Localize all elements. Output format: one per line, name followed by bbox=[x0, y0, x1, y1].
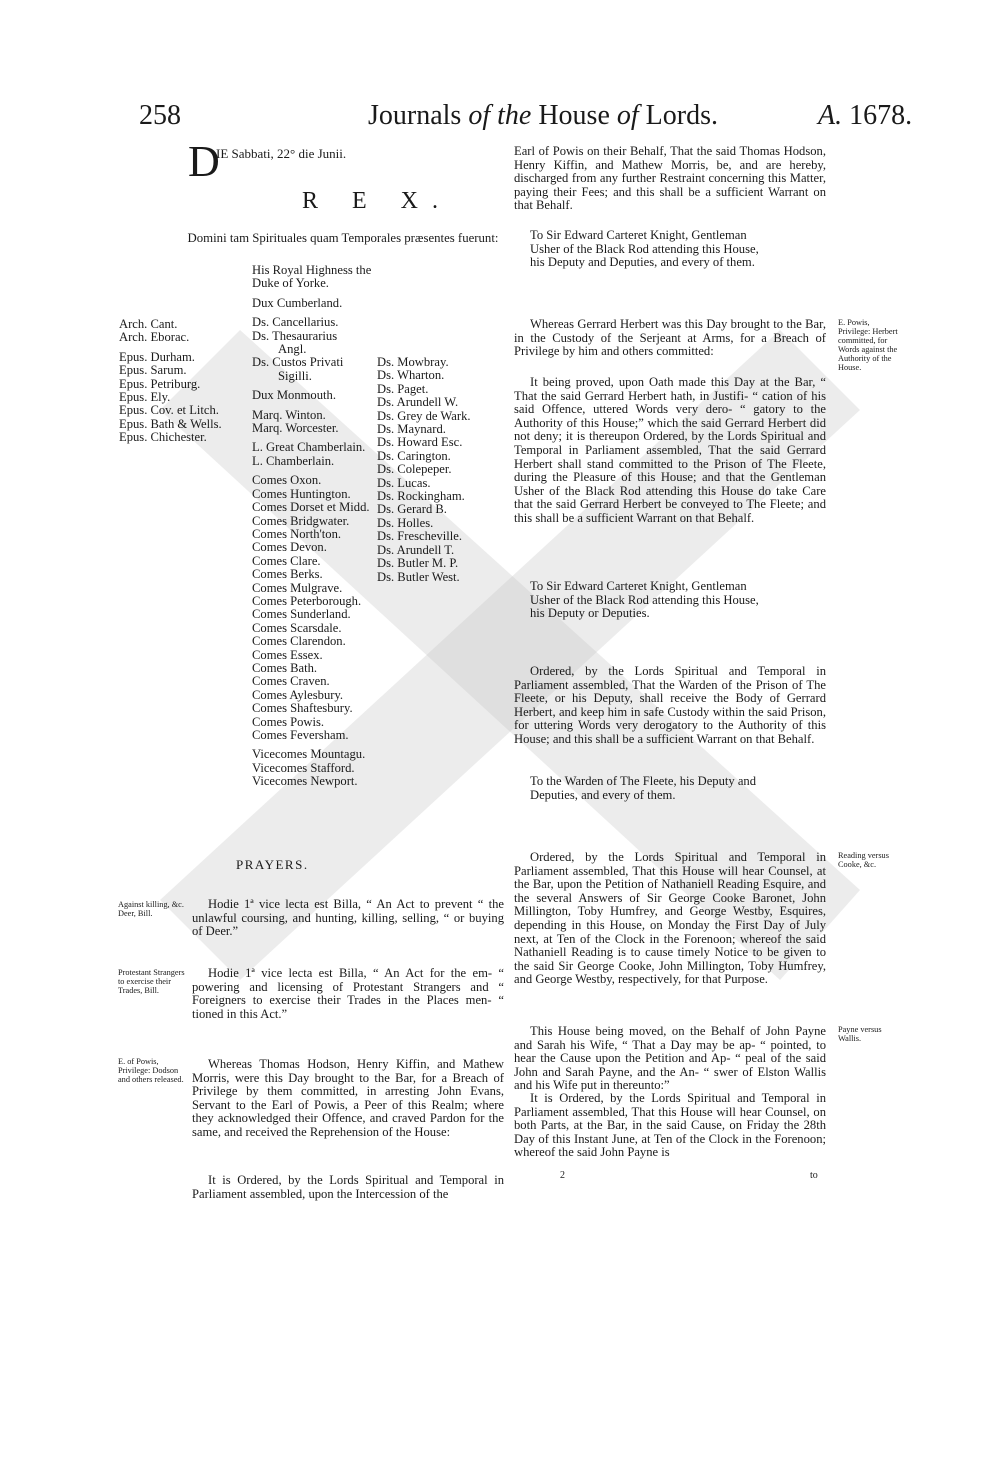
paragraph: Hodie 1ª vice lecta est Billa, “ An Act to prevent “ the unlawful coursing, and hunting, killing, selling, “ or buying of Deer.” bbox=[192, 897, 504, 939]
margin-note: Protestant Strangers to exercise their Trades, Bill. bbox=[118, 968, 185, 995]
address-line: To Sir Edward Carteret Knight, Gentleman Usher of the Black Rod attending this House, his Deputy or Deputies. bbox=[530, 579, 759, 621]
list-item: Marq. Winton. bbox=[252, 407, 326, 422]
list-item: L. Chamberlain. bbox=[252, 453, 335, 468]
paragraph: Ordered, by the Lords Spiritual and Temporal in Parliament assembled, That the Warden of the Prison of The Fleete, or his Deputy, shall receive the Body of Gerrard Herbert, and keep him in safe Custody within the said Prison, for uttering Words very derogatory to the Authority of this House; and this shall be a sufficient Warrant on that Behalf. bbox=[514, 664, 826, 746]
list-item: Comes North'ton. bbox=[252, 526, 342, 541]
paragraph: Hodie 1ª vice lecta est Billa, “ An Act for the em- “ powering and licensing of Protestant Strangers and “ Foreigners to exercise their Trades in the Places men- “ tioned in this Act.” bbox=[192, 966, 504, 1021]
list-item: Ds. Arundell W. bbox=[377, 395, 459, 410]
list-item: Epus. Durham. bbox=[119, 349, 195, 364]
list-item: Ds. Lucas. bbox=[377, 475, 431, 490]
list-item: Ds. Butler M. P. bbox=[377, 556, 459, 571]
list-item: Comes Craven. bbox=[252, 674, 330, 689]
list-item: Comes Peterborough. bbox=[252, 593, 362, 608]
peers-list bbox=[252, 264, 371, 789]
list-item: Sigilli. bbox=[278, 368, 312, 383]
list-item: Ds. Cancellarius. bbox=[252, 315, 339, 330]
list-item: Epus. Petriburg. bbox=[119, 376, 201, 391]
list-item: Comes Clare. bbox=[252, 553, 321, 568]
list-item: Arch. Eborac. bbox=[119, 330, 190, 345]
address-line: To Sir Edward Carteret Knight, Gentleman Usher of the Black Rod attending this House, his Deputy and Deputies, and every of them. bbox=[530, 228, 759, 270]
list-item: Ds. Maynard. bbox=[377, 422, 446, 437]
list-item: Comes Feversham. bbox=[252, 728, 349, 742]
list-item: Vicecomes Stafford. bbox=[252, 760, 355, 775]
list-item: Angl. bbox=[278, 342, 307, 357]
list-item: Epus. Sarum. bbox=[119, 363, 187, 378]
list-item: Vicecomes Newport. bbox=[252, 774, 358, 789]
list-item: Ds. Grey de Wark. bbox=[377, 408, 471, 423]
margin-note: E. Powis, Privilege: Herbert committed, for Words against the Authority of the House. bbox=[838, 318, 898, 372]
list-item: Comes Berks. bbox=[252, 567, 323, 582]
paragraph: It being proved, upon Oath made this Day at the Bar, “ That the said Gerrard Herbert hath, in Justifi- “ cation of his said Offence, uttered Words very dero- “ gatory to the Authority of this House;” which the said Gerrard Herbert did not deny; it is thereupon Ordered, by the Lords Spiritual and Temporal in Parliament assembled, That the said Gerrard Herbert shall stand committed to the Prison of The Fleete, during the Pleasure of this House; and that the Gentleman Usher of the Black Rod attending this House do take Care that the said Gerrard Herbert be conveyed to The Fleete; and this shall be a sufficient Warrant on that Behalf. bbox=[514, 375, 826, 525]
paragraph: Ordered, by the Lords Spiritual and Temporal in Parliament assembled, That this House will hear Counsel, at the Bar, upon the Petition of Nathaniell Reading Esquire, and the several Answers of Sir George Cooke Baronet, John Millington, Toby Humfrey, and George Westby, Esquires, depending in this House, on Monday the First Day of July next, at Ten of the Clock in the Forenoon; whereof the said Nathaniell Reading is to cause timely Notice to be given to the said Sir George Cooke, John Millington, Toby Humfrey, and George Westby, respectively, for that Purpose. bbox=[514, 850, 826, 987]
list-item: Comes Clarendon. bbox=[252, 634, 346, 649]
list-item: Comes Essex. bbox=[252, 647, 323, 662]
paragraph: Whereas Gerrard Herbert was this Day brought to the Bar, in the Custody of the Serjeant at Arms, for a Breach of Privilege by him and others committed: bbox=[514, 317, 826, 359]
list-item: Comes Oxon. bbox=[252, 473, 322, 488]
date-line: IE Sabbati, 22° die Junii. bbox=[216, 146, 347, 161]
list-item: His Royal Highness the bbox=[252, 263, 372, 277]
list-item: Ds. Arundell T. bbox=[377, 542, 455, 557]
list-item: Comes Bath. bbox=[252, 660, 318, 675]
list-item: Ds. Frescheville. bbox=[377, 529, 462, 544]
list-item: Comes Sunderland. bbox=[252, 607, 351, 622]
paragraph: It is Ordered, by the Lords Spiritual and Temporal in Parliament assembled, upon the Intercession of the bbox=[192, 1173, 504, 1201]
running-title: Journals of the House of Lords. bbox=[368, 100, 718, 131]
rex-heading: R E X. bbox=[302, 188, 452, 214]
attendance-intro: Domini tam Spirituales quam Temporales præsentes fuerunt: bbox=[187, 231, 499, 245]
list-item: Comes Shaftesbury. bbox=[252, 701, 353, 716]
bishops-list bbox=[119, 318, 222, 445]
list-item: Ds. Colepeper. bbox=[377, 462, 452, 477]
list-item: Arch. Cant. bbox=[119, 317, 178, 331]
list-item: Epus. Ely. bbox=[119, 390, 171, 405]
paragraph: Whereas Thomas Hodson, Henry Kiffin, and Mathew Morris, were this Day brought to the Bar, for a Breach of Privilege by them committed, in arresting John Evans, Servant to the Earl of Powis, a Peer of this Realm; where they acknowledged their Offence, and craved Pardon for the same, and received the Reprehension of the House: bbox=[192, 1057, 504, 1139]
list-item: Comes Huntington. bbox=[252, 486, 351, 501]
list-item: Ds. Rockingham. bbox=[377, 489, 465, 504]
list-item: Dux Cumberland. bbox=[252, 295, 343, 310]
list-item: Comes Scarsdale. bbox=[252, 620, 342, 635]
list-item: Comes Bridgwater. bbox=[252, 513, 350, 528]
list-item: Ds. Wharton. bbox=[377, 368, 445, 383]
prayers-heading: PRAYERS. bbox=[236, 857, 309, 872]
list-item: Epus. Chichester. bbox=[119, 430, 207, 445]
list-item: Comes Powis. bbox=[252, 714, 325, 729]
address-line: To the Warden of The Fleete, his Deputy and Deputies, and every of them. bbox=[530, 774, 757, 802]
paragraph: This House being moved, on the Behalf of John Payne and Sarah his Wife, “ That a Day may be ap- “ pointed, to hear the Cause upon the Petition and Ap- “ peal of the said John and Sarah Payne, and the An- “ swer of Elston Wallis and his Wife put in thereunto:” bbox=[514, 1024, 826, 1093]
list-item: Comes Mulgrave. bbox=[252, 580, 343, 595]
barons-list bbox=[377, 356, 471, 584]
list-item: Comes Dorset et Midd. bbox=[252, 500, 370, 515]
list-item: Marq. Worcester. bbox=[252, 421, 339, 436]
list-item: L. Great Chamberlain. bbox=[252, 440, 366, 455]
list-item: Duke of Yorke. bbox=[252, 276, 329, 291]
list-item: Ds. Carington. bbox=[377, 448, 451, 463]
margin-note: Reading versus Cooke, &c. bbox=[838, 851, 889, 869]
signature-mark: 2 bbox=[560, 1170, 565, 1181]
page-number: 258 bbox=[139, 100, 181, 131]
catchword: to bbox=[810, 1170, 818, 1181]
list-item: Ds. Holles. bbox=[377, 515, 434, 530]
margin-note: Against killing, &c. Deer, Bill. bbox=[118, 900, 184, 918]
list-item: Epus. Cov. et Litch. bbox=[119, 403, 219, 418]
drop-cap: D bbox=[188, 137, 220, 186]
list-item: Ds. Howard Esc. bbox=[377, 435, 463, 450]
list-item: Ds. Paget. bbox=[377, 381, 429, 396]
paragraph: It is Ordered, by the Lords Spiritual and Temporal in Parliament assembled, That this House will hear Counsel, on both Parts, at the Bar, in the said Cause, on Friday the 28th Day of this Instant June, at Ten of the Clock in the Forenoon; whereof the said John Payne is bbox=[514, 1091, 826, 1160]
list-item: Ds. Mowbray. bbox=[377, 355, 449, 369]
list-item: Ds. Butler West. bbox=[377, 569, 460, 584]
year: A. 1678. bbox=[818, 100, 913, 131]
list-item: Ds. Thesaurarius bbox=[252, 328, 338, 343]
list-item: Ds. Custos Privati bbox=[252, 355, 344, 370]
list-item: Dux Monmouth. bbox=[252, 388, 336, 403]
list-item: Comes Aylesbury. bbox=[252, 687, 344, 702]
list-item: Vicecomes Mountagu. bbox=[252, 747, 366, 762]
paragraph: Earl of Powis on their Behalf, That the said Thomas Hodson, Henry Kiffin, and Mathew Morris, be, and are hereby, discharged from any further Restraint concerning this Matter, paying their Fees; and this shall be a sufficient Warrant on that Behalf. bbox=[514, 144, 826, 213]
list-item: Epus. Bath & Wells. bbox=[119, 416, 222, 431]
margin-note: E. of Powis, Privilege: Dodson and others released. bbox=[118, 1057, 184, 1084]
list-item: Comes Devon. bbox=[252, 540, 327, 555]
list-item: Ds. Gerard B. bbox=[377, 502, 447, 517]
margin-note: Payne versus Wallis. bbox=[838, 1025, 882, 1043]
